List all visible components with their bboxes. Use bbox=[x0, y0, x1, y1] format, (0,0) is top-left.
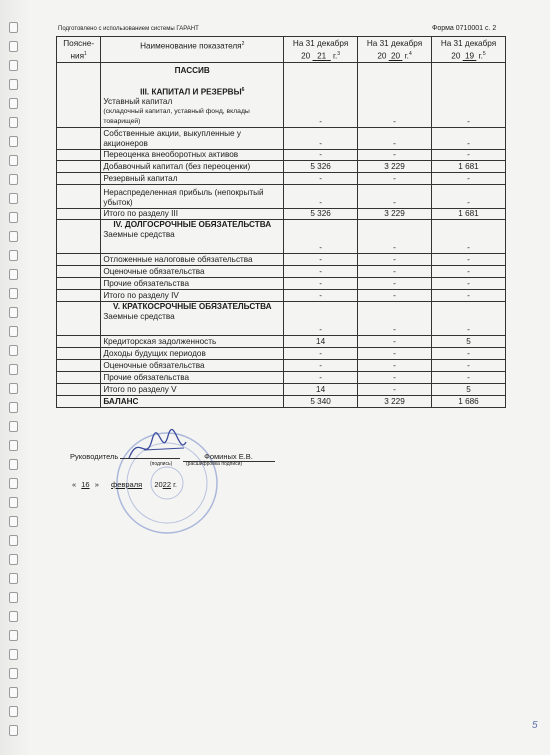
cell-value: - bbox=[358, 372, 432, 384]
binder-hole bbox=[9, 611, 18, 622]
cell-value: - bbox=[284, 62, 358, 128]
binder-hole bbox=[9, 269, 18, 280]
section-title-capital: III. КАПИТАЛ И РЕЗЕРВЫ$^6$ bbox=[140, 86, 245, 97]
cell-value: 5 bbox=[432, 384, 506, 396]
row-label: Прочие обязательства bbox=[101, 278, 284, 290]
cell-value: - bbox=[284, 173, 358, 185]
cell-value: - bbox=[358, 173, 432, 185]
balance-table bbox=[56, 36, 506, 408]
row-sublabel-ustav: (складочный капитал, уставный фонд, вклады товарищей) bbox=[103, 108, 250, 126]
date-line: « 16 » февраля 2022 г. bbox=[72, 480, 178, 489]
binder-hole bbox=[9, 79, 18, 90]
binder-hole bbox=[9, 193, 18, 204]
table-row-deferred-tax bbox=[57, 254, 506, 266]
cell-value: - bbox=[358, 336, 432, 348]
binder-hole bbox=[9, 60, 18, 71]
cell-value: - bbox=[358, 348, 432, 360]
cell-value: - bbox=[432, 220, 506, 254]
table-header-row bbox=[57, 37, 506, 63]
cell-value: - bbox=[358, 150, 432, 161]
cell-value: 1 681 bbox=[432, 209, 506, 220]
binder-hole bbox=[9, 706, 18, 717]
cell-value: 5 326 bbox=[284, 161, 358, 173]
cell-value: - bbox=[284, 290, 358, 302]
cell-value: 3 229 bbox=[358, 396, 432, 408]
binder-hole bbox=[9, 440, 18, 451]
cell-value: - bbox=[358, 266, 432, 278]
date-year: 22 bbox=[162, 480, 172, 489]
row-label: Резервный капитал bbox=[101, 173, 284, 185]
binder-hole bbox=[9, 345, 18, 356]
binder-hole bbox=[9, 725, 18, 736]
signature-role: Руководитель bbox=[70, 452, 119, 461]
binder-hole bbox=[9, 288, 18, 299]
cell-value: - bbox=[284, 266, 358, 278]
cell-value: 14 bbox=[284, 336, 358, 348]
binder-hole bbox=[9, 364, 18, 375]
cell-value: - bbox=[284, 360, 358, 372]
row-label: Оценочные обязательства bbox=[101, 266, 284, 278]
cell-value: - bbox=[432, 348, 506, 360]
signature-sub-name: (расшифровка подписи) bbox=[186, 461, 243, 467]
binder-hole bbox=[9, 592, 18, 603]
binder-hole bbox=[9, 516, 18, 527]
section-title-passiv: ПАССИВ bbox=[174, 65, 210, 75]
binder-hole bbox=[9, 497, 18, 508]
cell-value: - bbox=[284, 254, 358, 266]
cell-value: - bbox=[358, 384, 432, 396]
binder-hole bbox=[9, 687, 18, 698]
table-row-retained bbox=[57, 185, 506, 209]
section-title-long-term: IV. ДОЛГОСРОЧНЫЕ ОБЯЗАТЕЛЬСТВА bbox=[113, 220, 272, 230]
table-row-lt-loans bbox=[57, 220, 506, 254]
row-label: Собственные акции, выкупленные у акционеров bbox=[101, 128, 284, 150]
binder-hole bbox=[9, 649, 18, 660]
cell-value: - bbox=[432, 185, 506, 209]
signature-line bbox=[120, 458, 180, 459]
cell-value: 5 bbox=[432, 336, 506, 348]
cell-value: - bbox=[358, 128, 432, 150]
binder-hole bbox=[9, 231, 18, 242]
binder-hole bbox=[9, 554, 18, 565]
col-header-name: Наименование показателя$^2$ bbox=[101, 37, 284, 63]
cell-value: - bbox=[358, 360, 432, 372]
row-label-lt-loans: Заемные средства bbox=[103, 230, 175, 240]
cell-value: 5 340 bbox=[284, 396, 358, 408]
cell-value: - bbox=[358, 254, 432, 266]
binder-hole bbox=[9, 174, 18, 185]
table-row-payables bbox=[57, 336, 506, 348]
row-label bbox=[101, 220, 284, 254]
table-row-revaluation bbox=[57, 150, 506, 161]
row-label: Итого по разделу III bbox=[101, 209, 284, 220]
row-label: Итого по разделу IV bbox=[101, 290, 284, 302]
signature-name: Фоминых Е.В. bbox=[183, 452, 275, 462]
cell-value: - bbox=[432, 254, 506, 266]
cell-value: - bbox=[284, 278, 358, 290]
cell-value: - bbox=[432, 266, 506, 278]
table-row-ustav bbox=[57, 62, 506, 128]
binder-hole bbox=[9, 155, 18, 166]
col-header-period1: На 31 декабря 20 21 г.$^3$ bbox=[284, 37, 358, 63]
table-row-future-income bbox=[57, 348, 506, 360]
form-number: Форма 0710001 с. 2 bbox=[432, 25, 497, 32]
signature-sub-sign: (подпись) bbox=[150, 461, 173, 467]
cell-value: 14 bbox=[284, 384, 358, 396]
binder-hole bbox=[9, 630, 18, 641]
binder-hole bbox=[9, 98, 18, 109]
row-label bbox=[101, 62, 284, 128]
cell-value: - bbox=[358, 302, 432, 336]
row-label: Нераспределенная прибыль (непокрытый убыток) bbox=[101, 185, 284, 209]
cell-value: - bbox=[284, 150, 358, 161]
cell-value: 3 229 bbox=[358, 161, 432, 173]
cell-value: - bbox=[284, 372, 358, 384]
row-label-ustav: Уставный капитал bbox=[103, 97, 173, 107]
date-day: 16 bbox=[81, 480, 90, 489]
cell-value: - bbox=[432, 302, 506, 336]
binder-hole bbox=[9, 535, 18, 546]
binder-hole bbox=[9, 22, 18, 33]
date-month: февраля bbox=[111, 480, 143, 489]
binder-hole bbox=[9, 402, 18, 413]
row-label: Переоценка внеоборотных активов bbox=[101, 150, 284, 161]
cell-value: - bbox=[432, 62, 506, 128]
cell-value: - bbox=[284, 220, 358, 254]
binder-hole bbox=[9, 573, 18, 584]
cell-value: - bbox=[358, 290, 432, 302]
binder-hole bbox=[9, 668, 18, 679]
cell-value: 1 681 bbox=[432, 161, 506, 173]
table-row-total4 bbox=[57, 290, 506, 302]
binder-hole bbox=[9, 117, 18, 128]
row-label: Кредиторская задолженность bbox=[101, 336, 284, 348]
binder-hole bbox=[9, 250, 18, 261]
table-row-st-other bbox=[57, 372, 506, 384]
binder-edge bbox=[0, 0, 30, 755]
header-note: Подготовлено с использованием системы ГАРАНТ bbox=[58, 26, 199, 32]
cell-value: - bbox=[284, 128, 358, 150]
binder-hole bbox=[9, 459, 18, 470]
col-header-note: Поясне-ния$^1$ bbox=[57, 37, 101, 63]
row-label: Оценочные обязательства bbox=[101, 360, 284, 372]
cell-value: - bbox=[432, 372, 506, 384]
col-header-period2: На 31 декабря 20 20 г.$^4$ bbox=[358, 37, 432, 63]
binder-hole bbox=[9, 41, 18, 52]
cell-value: - bbox=[358, 185, 432, 209]
table-row-total5 bbox=[57, 384, 506, 396]
cell-value: - bbox=[432, 173, 506, 185]
cell-value: - bbox=[358, 278, 432, 290]
cell-value: - bbox=[358, 62, 432, 128]
cell-value: 3 229 bbox=[358, 209, 432, 220]
table-row-st-loans bbox=[57, 302, 506, 336]
row-label-st-loans: Заемные средства bbox=[103, 312, 175, 322]
table-row-lt-est bbox=[57, 266, 506, 278]
cell-value: 5 326 bbox=[284, 209, 358, 220]
row-label bbox=[101, 302, 284, 336]
cell-value: - bbox=[432, 278, 506, 290]
binder-hole bbox=[9, 307, 18, 318]
page-number-mark: 5 bbox=[532, 720, 538, 731]
cell-value: - bbox=[432, 150, 506, 161]
table-row-reserve bbox=[57, 173, 506, 185]
row-label: Доходы будущих периодов bbox=[101, 348, 284, 360]
binder-hole bbox=[9, 326, 18, 337]
cell-value: - bbox=[284, 185, 358, 209]
cell-value: - bbox=[284, 302, 358, 336]
row-label: Прочие обязательства bbox=[101, 372, 284, 384]
cell-value: - bbox=[358, 220, 432, 254]
table-row-own-shares bbox=[57, 128, 506, 150]
cell-value: - bbox=[432, 290, 506, 302]
binder-hole bbox=[9, 383, 18, 394]
cell-value: - bbox=[284, 348, 358, 360]
col-header-period3: На 31 декабря 20 19 г.$^5$ bbox=[432, 37, 506, 63]
cell-value: - bbox=[432, 360, 506, 372]
section-title-short-term: V. КРАТКОСРОЧНЫЕ ОБЯЗАТЕЛЬСТВА bbox=[112, 302, 272, 312]
row-label: Итого по разделу V bbox=[101, 384, 284, 396]
table-row-balance bbox=[57, 396, 506, 408]
cell-value: 1 686 bbox=[432, 396, 506, 408]
table-row-lt-other bbox=[57, 278, 506, 290]
row-label: Добавочный капитал (без переоценки) bbox=[101, 161, 284, 173]
row-label: БАЛАНС bbox=[101, 396, 284, 408]
binder-hole bbox=[9, 212, 18, 223]
binder-hole bbox=[9, 421, 18, 432]
binder-hole bbox=[9, 478, 18, 489]
table-row-add-capital bbox=[57, 161, 506, 173]
table-row-total3 bbox=[57, 209, 506, 220]
cell-value: - bbox=[432, 128, 506, 150]
binder-hole bbox=[9, 136, 18, 147]
row-label: Отложенные налоговые обязательства bbox=[101, 254, 284, 266]
table-row-st-est bbox=[57, 360, 506, 372]
